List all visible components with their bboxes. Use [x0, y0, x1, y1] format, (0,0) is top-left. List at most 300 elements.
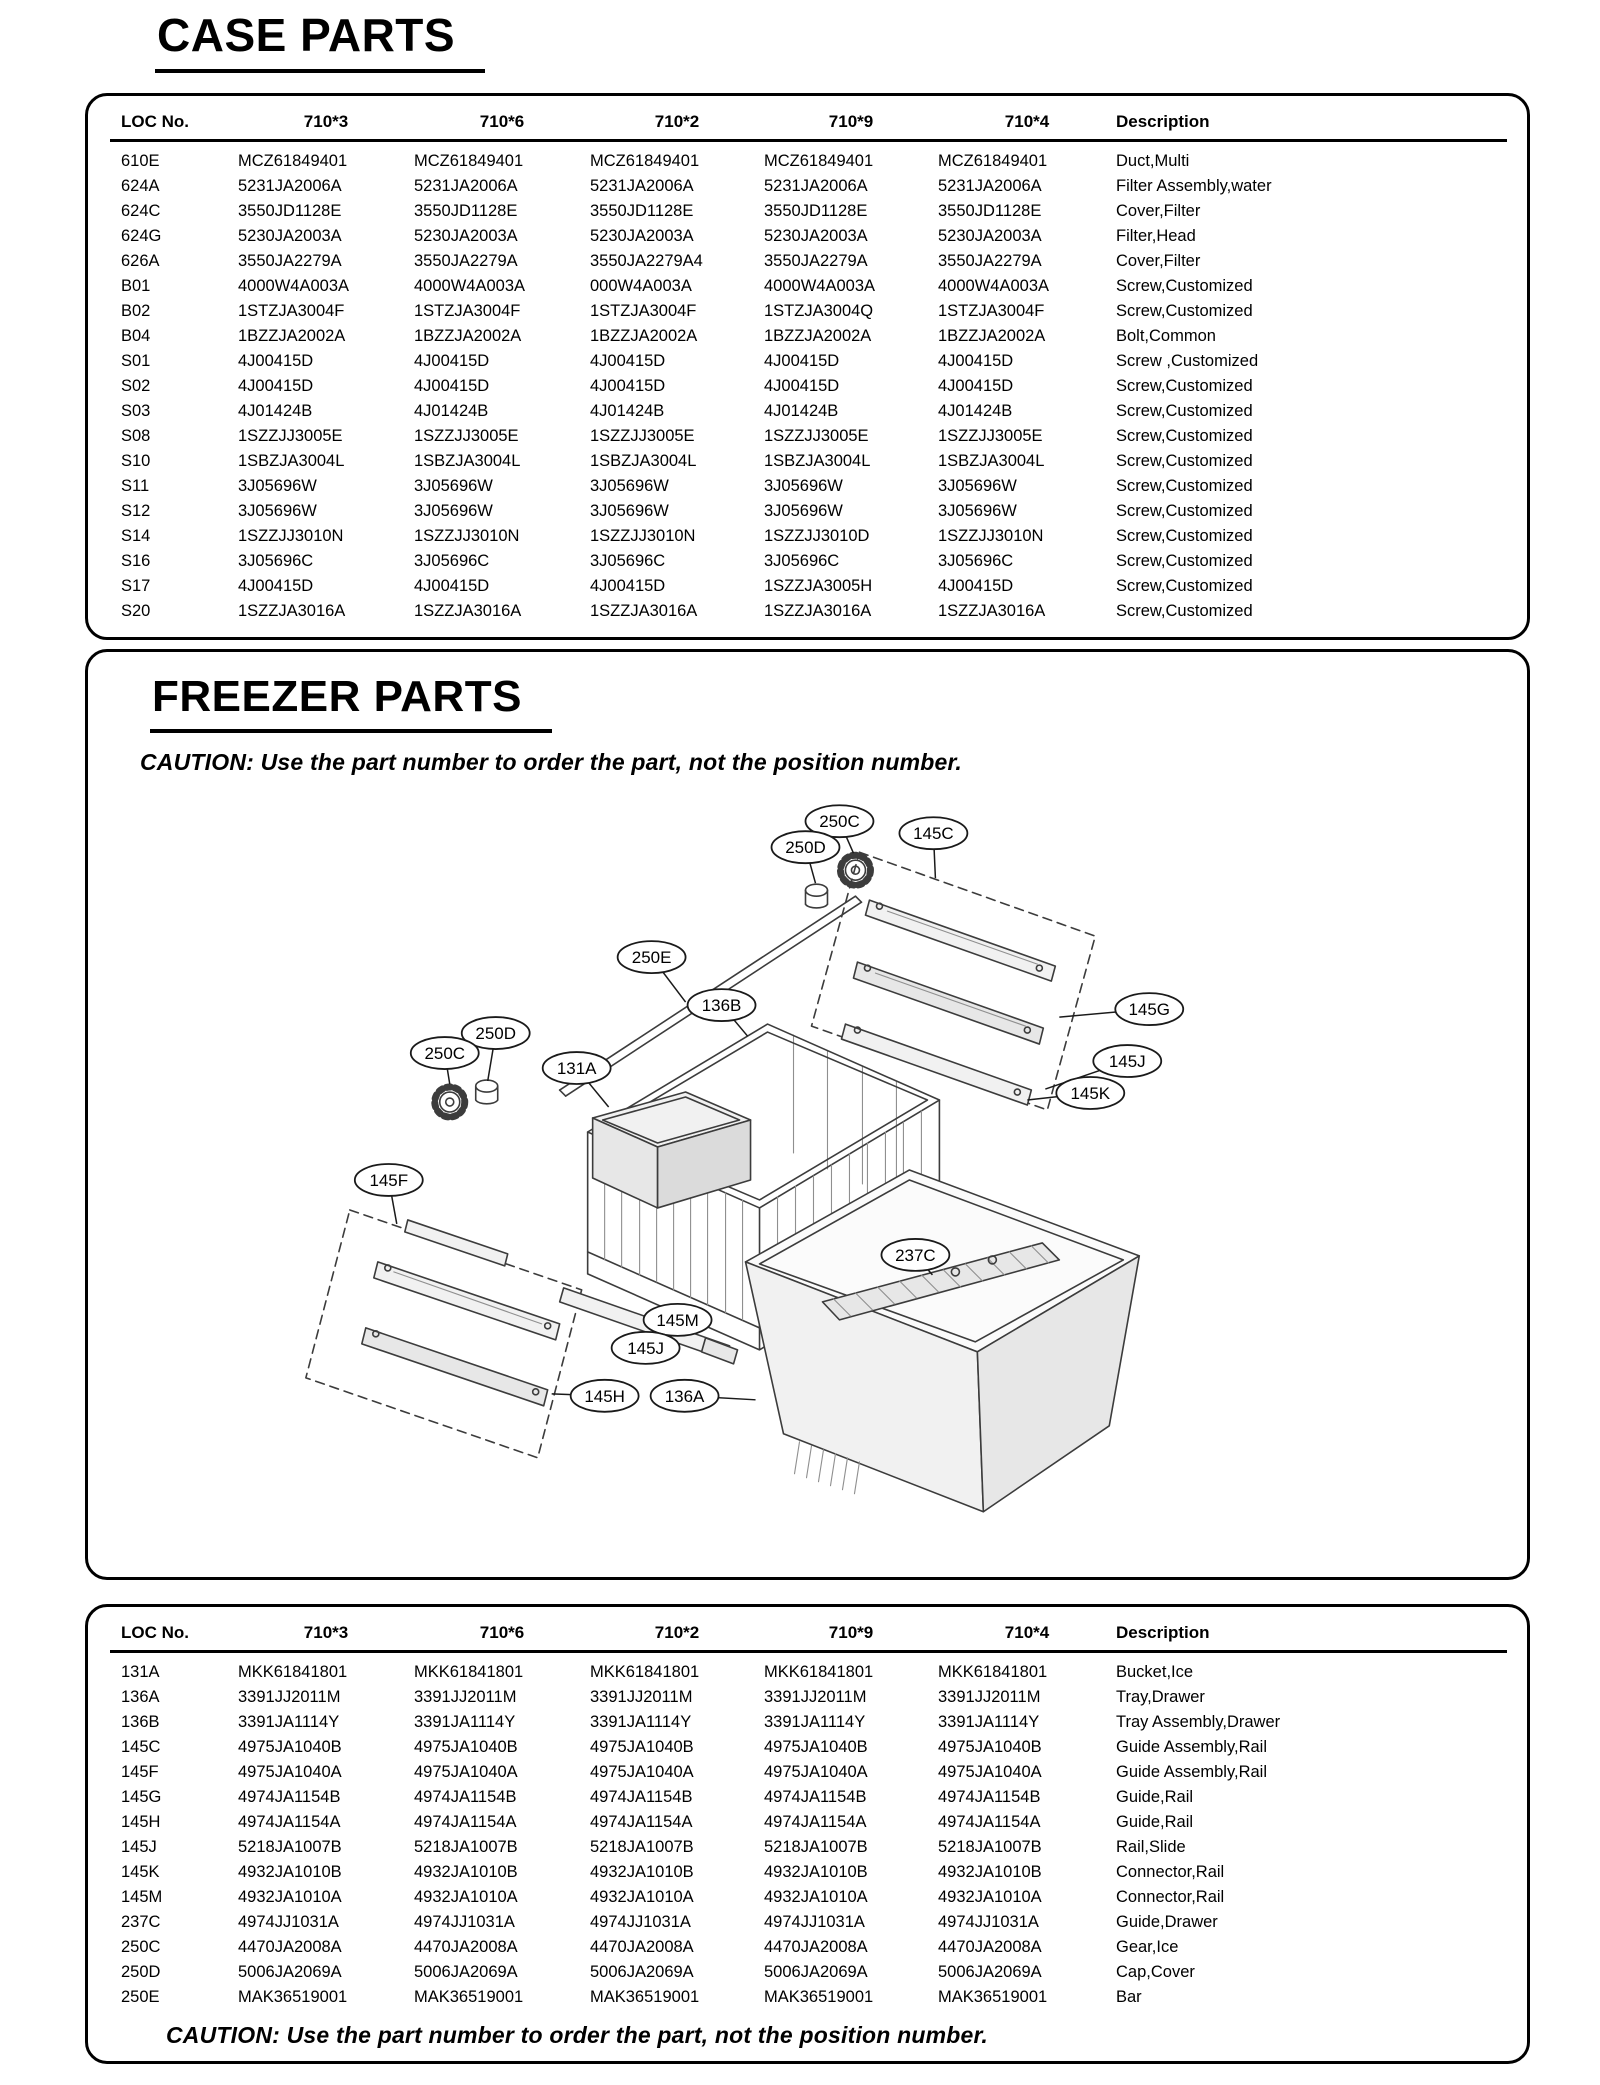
part-cap-250d-left — [476, 1080, 498, 1104]
table-cell: 4974JA1154A — [764, 1813, 867, 1831]
table-cell: 1STZJA3004F — [590, 302, 697, 320]
table-cell: 1SZZJJ3005E — [764, 427, 869, 445]
table-cell: 237C — [121, 1913, 161, 1931]
table-cell: 4975JA1040B — [238, 1738, 342, 1756]
table-cell: 4000W4A003A — [414, 277, 525, 295]
freezer-parts-title: FREEZER PARTS — [150, 672, 552, 733]
table-row — [110, 1860, 1507, 1885]
table-cell: 1SBZJA3004L — [238, 452, 345, 470]
table-cell: 1SZZJA3005H — [764, 577, 873, 595]
callout-label: 250C — [424, 1044, 466, 1064]
table-cell: 4932JA1010B — [414, 1863, 518, 1881]
table-cell: 4932JA1010B — [238, 1863, 342, 1881]
table-row — [110, 374, 1507, 399]
table-cell: 1STZJA3004F — [938, 302, 1045, 320]
table-row — [110, 1885, 1507, 1910]
table-cell: 145C — [121, 1738, 161, 1756]
table-row — [110, 574, 1507, 599]
callout-label: 145F — [369, 1170, 409, 1190]
table-cell: 145K — [121, 1863, 160, 1881]
table-cell: 4000W4A003A — [938, 277, 1049, 295]
table-cell: Screw,Customized — [1116, 452, 1253, 470]
table-cell: 1SZZJA3016A — [764, 602, 872, 620]
table-cell: Screw,Customized — [1116, 302, 1253, 320]
table-cell: 4J00415D — [938, 577, 1014, 595]
table-cell: 4932JA1010B — [764, 1863, 868, 1881]
table-cell: 1BZZJA2002A — [238, 327, 346, 345]
table-cell: 4974JA1154B — [238, 1788, 341, 1806]
case-parts-panel — [85, 93, 1530, 640]
callout-label: 136A — [664, 1386, 705, 1406]
table-cell: 4470JA2008A — [414, 1938, 518, 1956]
callout-label: 145G — [1128, 1000, 1171, 1020]
table-cell: 4J01424B — [238, 402, 313, 420]
table-cell: 4932JA1010A — [238, 1888, 342, 1906]
table-cell: 3391JA1114Y — [590, 1713, 692, 1731]
table-cell: 145G — [121, 1788, 162, 1806]
table-cell: 4J01424B — [590, 402, 665, 420]
table-cell: S03 — [121, 402, 151, 420]
table-cell: 3J05696C — [238, 552, 314, 570]
table-cell: 4974JA1154A — [938, 1813, 1041, 1831]
table-header-cell: 710*9 — [764, 1621, 938, 1652]
table-cell: 5231JA2006A — [938, 177, 1042, 195]
table-cell: S02 — [121, 377, 151, 395]
table-cell: 1SZZJJ3005E — [238, 427, 343, 445]
table-cell: 626A — [121, 252, 160, 270]
table-cell: 250E — [121, 1988, 160, 2006]
table-cell: S14 — [121, 527, 151, 545]
table-cell: Screw,Customized — [1116, 402, 1253, 420]
table-cell: Screw ,Customized — [1116, 352, 1259, 370]
table-cell: 3391JJ2011M — [238, 1688, 341, 1706]
callout-label: 145M — [656, 1310, 699, 1330]
part-ice-gear-250c-left — [435, 1087, 465, 1117]
table-cell: 4974JJ1031A — [238, 1913, 339, 1931]
table-cell: 3J05696W — [590, 477, 669, 495]
table-cell: 145M — [121, 1888, 163, 1906]
freezer-parts-table — [110, 1621, 1507, 2010]
table-row — [110, 399, 1507, 424]
table-cell: 4J00415D — [238, 352, 314, 370]
table-cell: 3391JA1114Y — [938, 1713, 1040, 1731]
table-header-cell: 710*6 — [414, 110, 590, 141]
table-cell: Screw,Customized — [1116, 527, 1253, 545]
table-cell: MAK36519001 — [238, 1988, 348, 2006]
table-cell: 1SZZJJ3010N — [238, 527, 344, 545]
table-cell: 3391JA1114Y — [764, 1713, 866, 1731]
part-ice-gear-250c — [840, 855, 870, 885]
table-cell: 4J00415D — [938, 377, 1014, 395]
table-row — [110, 599, 1507, 624]
table-cell: 4000W4A003A — [238, 277, 349, 295]
table-cell: 3J05696W — [938, 502, 1017, 520]
table-header-cell: 710*4 — [938, 1621, 1116, 1652]
part-cap-250d — [806, 884, 828, 908]
table-cell: 5231JA2006A — [414, 177, 518, 195]
table-cell: 5230JA2003A — [938, 227, 1042, 245]
table-cell: 1BZZJA2002A — [764, 327, 872, 345]
table-cell: MKK61841801 — [590, 1663, 700, 1681]
table-cell: Screw,Customized — [1116, 477, 1253, 495]
table-cell: 3J05696W — [238, 477, 317, 495]
table-row — [110, 174, 1507, 199]
table-cell: 1SBZJA3004L — [938, 452, 1045, 470]
table-cell: 136A — [121, 1688, 160, 1706]
table-cell: 5231JA2006A — [590, 177, 694, 195]
table-cell: MKK61841801 — [238, 1663, 348, 1681]
table-cell: 4470JA2008A — [764, 1938, 868, 1956]
table-cell: 5230JA2003A — [238, 227, 342, 245]
table-cell: 4975JA1040A — [764, 1763, 868, 1781]
table-cell: 610E — [121, 152, 160, 170]
table-cell: 3391JA1114Y — [238, 1713, 340, 1731]
table-cell: 145J — [121, 1838, 157, 1856]
table-cell: MCZ61849401 — [590, 152, 700, 170]
table-body — [110, 1652, 1507, 2011]
part-rail-assembly-145c — [811, 852, 1095, 1110]
table-cell: B01 — [121, 277, 151, 295]
table-cell: S11 — [121, 477, 150, 495]
table-header-cell: LOC No. — [110, 1621, 238, 1652]
table-cell: Rail,Slide — [1116, 1838, 1186, 1856]
table-cell: B04 — [121, 327, 151, 345]
table-cell: 4975JA1040B — [938, 1738, 1042, 1756]
table-cell: 3J05696W — [414, 477, 493, 495]
table-cell: MAK36519001 — [938, 1988, 1048, 2006]
table-cell: 4975JA1040B — [764, 1738, 868, 1756]
table-cell: 4974JA1154A — [238, 1813, 341, 1831]
callout-label: 145C — [913, 824, 954, 844]
table-cell: 5218JA1007B — [414, 1838, 518, 1856]
table-cell: Screw,Customized — [1116, 427, 1253, 445]
table-header-row — [110, 1621, 1507, 1652]
table-cell: 1SZZJJ3005E — [414, 427, 519, 445]
table-cell: Cover,Filter — [1116, 252, 1201, 270]
table-cell: Screw,Customized — [1116, 577, 1253, 595]
table-cell: 4975JA1040A — [938, 1763, 1042, 1781]
table-cell: MKK61841801 — [414, 1663, 524, 1681]
table-cell: 3550JA2279A — [764, 252, 868, 270]
table-cell: 3550JD1128E — [414, 202, 518, 220]
table-cell: 3J05696C — [414, 552, 490, 570]
table-cell: S10 — [121, 452, 151, 470]
table-cell: 1SZZJJ3005E — [590, 427, 695, 445]
case-parts-table — [110, 110, 1507, 624]
table-cell: MKK61841801 — [938, 1663, 1048, 1681]
table-cell: 4470JA2008A — [938, 1938, 1042, 1956]
table-cell: 4974JA1154B — [590, 1788, 693, 1806]
table-cell: 4975JA1040B — [414, 1738, 518, 1756]
table-header-cell: 710*4 — [938, 110, 1116, 141]
table-cell: 4J00415D — [238, 577, 314, 595]
table-row — [110, 224, 1507, 249]
table-row — [110, 249, 1507, 274]
table-cell: 5006JA2069A — [238, 1963, 342, 1981]
caution-text: CAUTION: Use the part number to order the part, not the position number. — [166, 2022, 988, 2048]
table-cell: 4J01424B — [414, 402, 489, 420]
callout-label: 250E — [631, 948, 672, 968]
table-cell: 4975JA1040A — [590, 1763, 694, 1781]
table-cell: Tray Assembly,Drawer — [1116, 1713, 1281, 1731]
table-cell: MAK36519001 — [414, 1988, 524, 2006]
table-header-row — [110, 110, 1507, 141]
table-cell: Screw,Customized — [1116, 377, 1253, 395]
table-cell: 3550JA2279A — [938, 252, 1042, 270]
table-cell: MCZ61849401 — [764, 152, 874, 170]
table-cell: MAK36519001 — [590, 1988, 700, 2006]
table-row — [110, 449, 1507, 474]
table-cell: 1SZZJA3016A — [590, 602, 698, 620]
table-cell: 5006JA2069A — [938, 1963, 1042, 1981]
table-cell: S16 — [121, 552, 151, 570]
table-cell: Tray,Drawer — [1116, 1688, 1205, 1706]
table-cell: B02 — [121, 302, 151, 320]
table-row — [110, 1652, 1507, 1686]
table-row — [110, 1735, 1507, 1760]
table-cell: 3J05696C — [590, 552, 666, 570]
table-cell: 1SBZJA3004L — [764, 452, 871, 470]
table-cell: MCZ61849401 — [938, 152, 1048, 170]
table-cell: 5230JA2003A — [764, 227, 868, 245]
table-cell: 3J05696W — [238, 502, 317, 520]
table-cell: 5218JA1007B — [238, 1838, 342, 1856]
table-cell: 1STZJA3004F — [414, 302, 521, 320]
table-row — [110, 141, 1507, 175]
table-cell: 4J00415D — [938, 352, 1014, 370]
table-cell: 4000W4A003A — [764, 277, 875, 295]
table-head — [110, 1621, 1507, 1652]
table-cell: 1STZJA3004F — [238, 302, 345, 320]
table-cell: 3550JD1128E — [238, 202, 342, 220]
table-cell: 3391JJ2011M — [414, 1688, 517, 1706]
table-cell: 3J05696C — [938, 552, 1014, 570]
table-header-cell: 710*3 — [238, 1621, 414, 1652]
table-cell: Connector,Rail — [1116, 1888, 1225, 1906]
table-cell: 3550JD1128E — [590, 202, 694, 220]
table-cell: 3550JA2279A — [414, 252, 518, 270]
table-cell: 3J05696W — [764, 502, 843, 520]
callout-label: 250D — [785, 838, 826, 858]
table-header-cell: Description — [1116, 110, 1507, 141]
table-cell: 5230JA2003A — [590, 227, 694, 245]
table-cell: 250C — [121, 1938, 161, 1956]
table-row — [110, 1685, 1507, 1710]
table-row — [110, 274, 1507, 299]
table-row — [110, 199, 1507, 224]
table-cell: 5006JA2069A — [590, 1963, 694, 1981]
table-cell: 4974JA1154B — [764, 1788, 867, 1806]
table-row — [110, 424, 1507, 449]
table-cell: Screw,Customized — [1116, 502, 1253, 520]
table-cell: Gear,Ice — [1116, 1938, 1179, 1956]
table-cell: MKK61841801 — [764, 1663, 874, 1681]
table-cell: Duct,Multi — [1116, 152, 1190, 170]
table-row — [110, 324, 1507, 349]
table-cell: 4975JA1040A — [238, 1763, 342, 1781]
table-cell: 4J00415D — [590, 352, 666, 370]
callout-label: 145J — [627, 1338, 665, 1358]
table-cell: 4974JJ1031A — [764, 1913, 865, 1931]
table-cell: 5218JA1007B — [764, 1838, 868, 1856]
table-row — [110, 524, 1507, 549]
table-cell: S08 — [121, 427, 151, 445]
table-cell: Screw,Customized — [1116, 277, 1253, 295]
table-cell: 145H — [121, 1813, 161, 1831]
table-cell: 136B — [121, 1713, 160, 1731]
table-cell: Connector,Rail — [1116, 1863, 1225, 1881]
table-cell: Bolt,Common — [1116, 327, 1216, 345]
table-cell: 624C — [121, 202, 161, 220]
table-header-cell: 710*6 — [414, 1621, 590, 1652]
table-row — [110, 1910, 1507, 1935]
table-cell: Guide,Rail — [1116, 1813, 1194, 1831]
table-cell: MCZ61849401 — [238, 152, 348, 170]
table-cell: 4932JA1010A — [764, 1888, 868, 1906]
table-cell: 4J00415D — [590, 377, 666, 395]
table-row — [110, 1835, 1507, 1860]
table-header-cell: Description — [1116, 1621, 1507, 1652]
table-cell: 4975JA1040B — [590, 1738, 694, 1756]
table-cell: 3391JJ2011M — [590, 1688, 693, 1706]
callout-label: 237C — [895, 1245, 936, 1265]
table-cell: 4932JA1010A — [414, 1888, 518, 1906]
table-cell: 4J00415D — [238, 377, 314, 395]
table-header-cell: 710*2 — [590, 1621, 764, 1652]
table-cell: Guide,Drawer — [1116, 1913, 1218, 1931]
freezer-parts-table-panel — [85, 1604, 1530, 2064]
table-cell: 1BZZJA2002A — [414, 327, 522, 345]
table-row — [110, 1960, 1507, 1985]
callout-label: 136B — [701, 996, 742, 1016]
table-header-cell: LOC No. — [110, 110, 238, 141]
table-cell: 4974JA1154A — [414, 1813, 517, 1831]
table-cell: 4974JJ1031A — [938, 1913, 1039, 1931]
table-cell: 4J00415D — [764, 377, 840, 395]
table-cell: 3550JA2279A4 — [590, 252, 703, 270]
table-cell: MCZ61849401 — [414, 152, 524, 170]
table-cell: 5006JA2069A — [414, 1963, 518, 1981]
table-cell: S17 — [121, 577, 151, 595]
table-cell: Filter,Head — [1116, 227, 1196, 245]
table-cell: 4J00415D — [414, 377, 490, 395]
table-cell: 1SZZJA3016A — [238, 602, 346, 620]
table-cell: 5218JA1007B — [590, 1838, 694, 1856]
callout-label: 250D — [475, 1024, 517, 1044]
table-row — [110, 1810, 1507, 1835]
table-cell: 4974JJ1031A — [590, 1913, 691, 1931]
table-cell: 3J05696W — [764, 477, 843, 495]
table-cell: 1SZZJJ3010N — [414, 527, 520, 545]
table-row — [110, 549, 1507, 574]
table-cell: 1SBZJA3004L — [590, 452, 697, 470]
table-cell: Cover,Filter — [1116, 202, 1201, 220]
table-cell: 4470JA2008A — [590, 1938, 694, 1956]
table-cell: Screw,Customized — [1116, 552, 1253, 570]
table-cell: 131A — [121, 1663, 160, 1681]
table-cell: 4974JA1154A — [590, 1813, 693, 1831]
table-cell: MAK36519001 — [764, 1988, 874, 2006]
table-cell: 4J00415D — [414, 577, 490, 595]
table-cell: 1SZZJA3016A — [414, 602, 522, 620]
table-cell: 5230JA2003A — [414, 227, 518, 245]
table-header-cell: 710*2 — [590, 110, 764, 141]
table-header-cell: 710*9 — [764, 110, 938, 141]
table-cell: 5006JA2069A — [764, 1963, 868, 1981]
table-cell: 4974JA1154B — [938, 1788, 1041, 1806]
table-cell: Screw,Customized — [1116, 602, 1253, 620]
table-cell: 4J01424B — [764, 402, 839, 420]
table-cell: 1SBZJA3004L — [414, 452, 521, 470]
table-cell: Filter Assembly,water — [1116, 177, 1272, 195]
table-cell: 4932JA1010B — [590, 1863, 694, 1881]
table-row — [110, 499, 1507, 524]
table-row — [110, 349, 1507, 374]
table-cell: 250D — [121, 1963, 161, 1981]
table-cell: 4J01424B — [938, 402, 1013, 420]
table-cell: 4932JA1010A — [938, 1888, 1042, 1906]
exploded-diagram — [88, 700, 1527, 1560]
table-cell: 4932JA1010A — [590, 1888, 694, 1906]
table-row — [110, 1710, 1507, 1735]
table-row — [110, 474, 1507, 499]
table-cell: 4J00415D — [414, 352, 490, 370]
table-cell: 000W4A003A — [590, 277, 692, 295]
table-row — [110, 1760, 1507, 1785]
table-cell: 4932JA1010B — [938, 1863, 1042, 1881]
table-cell: Bucket,Ice — [1116, 1663, 1194, 1681]
callout-label: 250C — [819, 812, 860, 832]
case-parts-title: CASE PARTS — [155, 8, 485, 73]
part-ice-bucket-131a — [593, 1092, 751, 1208]
table-cell: Bar — [1116, 1988, 1142, 2006]
table-cell: 4974JJ1031A — [414, 1913, 515, 1931]
caution-text: CAUTION: Use the part number to order the part, not the position number. — [140, 749, 962, 775]
table-cell: 3391JA1114Y — [414, 1713, 516, 1731]
table-cell: 4J00415D — [590, 577, 666, 595]
table-cell: 624A — [121, 177, 160, 195]
table-cell: 4470JA2008A — [238, 1938, 342, 1956]
table-cell: 4974JA1154B — [414, 1788, 517, 1806]
table-cell: 1BZZJA2002A — [938, 327, 1046, 345]
table-row — [110, 1985, 1507, 2010]
freezer-parts-panel — [85, 649, 1530, 1580]
table-cell: 3391JJ2011M — [764, 1688, 867, 1706]
table-cell: 3J05696W — [938, 477, 1017, 495]
callout-label: 145J — [1108, 1052, 1146, 1072]
table-cell: S12 — [121, 502, 151, 520]
table-cell: 4975JA1040A — [414, 1763, 518, 1781]
table-cell: S20 — [121, 602, 151, 620]
callout-label: 131A — [556, 1059, 597, 1079]
table-cell: Guide Assembly,Rail — [1116, 1763, 1268, 1781]
table-cell: 1BZZJA2002A — [590, 327, 698, 345]
table-row — [110, 1785, 1507, 1810]
table-cell: Guide Assembly,Rail — [1116, 1738, 1268, 1756]
table-cell: 5218JA1007B — [938, 1838, 1042, 1856]
table-head — [110, 110, 1507, 141]
part-drawer-tray-136a — [746, 1170, 1140, 1512]
table-cell: 1SZZJJ3005E — [938, 427, 1043, 445]
table-cell: 5231JA2006A — [764, 177, 868, 195]
table-cell: 3J05696C — [764, 552, 840, 570]
table-cell: 3391JJ2011M — [938, 1688, 1041, 1706]
table-cell: 1SZZJJ3010N — [938, 527, 1044, 545]
table-cell: 4J00415D — [764, 352, 840, 370]
table-cell: 145F — [121, 1763, 159, 1781]
part-rail-assembly-145f — [306, 1210, 582, 1458]
table-cell: 1SZZJA3016A — [938, 602, 1046, 620]
